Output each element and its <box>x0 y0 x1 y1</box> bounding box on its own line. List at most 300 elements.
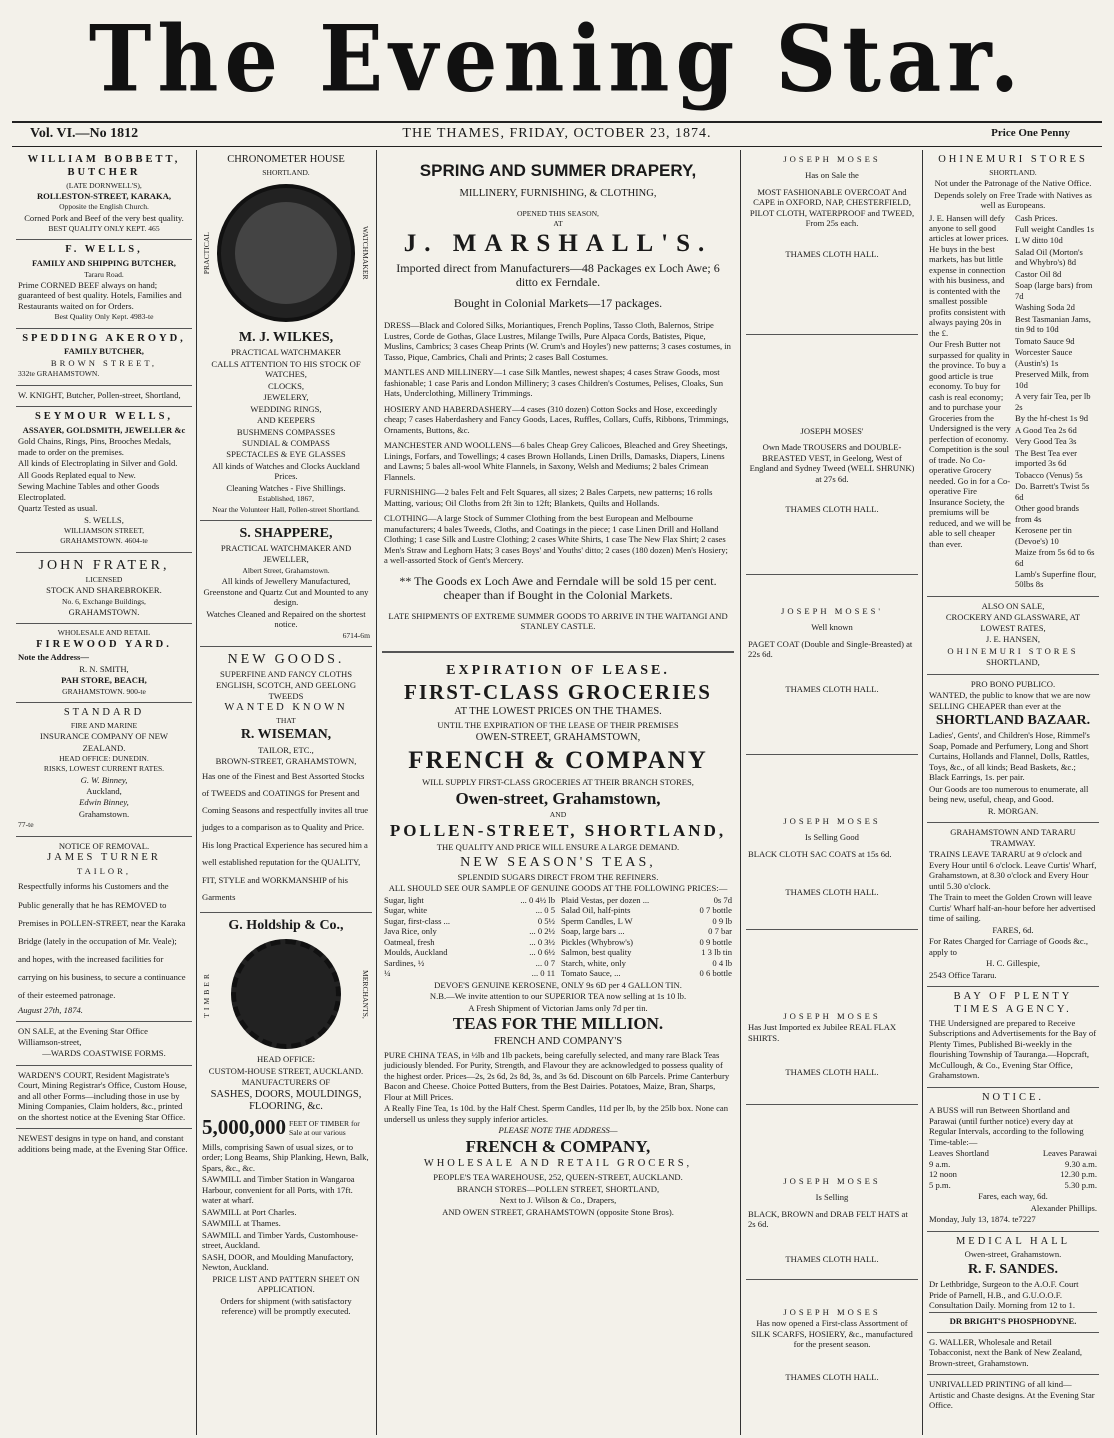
clock-illustration <box>217 184 355 322</box>
ad-line: THE QUALITY AND PRICE WILL ENSURE A LARGE DEMAND. <box>436 842 680 853</box>
ad-line: SUPERFINE AND FANCY CLOTHS <box>219 668 353 679</box>
column-3 <box>382 150 734 1435</box>
ad-line: Has on Sale the <box>805 170 859 181</box>
ad-body: BLACK CLOTH SAC COATS at 15s 6d. <box>748 848 892 859</box>
ad-line: Best Quality Only Kept. 4983-te <box>54 312 154 322</box>
cash-price-item: Other good brands from 4s <box>1015 503 1079 524</box>
ad-wiseman <box>200 647 372 913</box>
ad-line: Well known <box>811 622 853 633</box>
ad-moses-scarfs <box>746 1280 918 1388</box>
cash-price-item: Best Tasmanian Jams, tin 9d to 10d <box>1015 313 1091 335</box>
ad-line: R. MORGAN. <box>987 805 1039 816</box>
ad-line: BROWN STREET, <box>50 357 158 368</box>
price-list <box>384 895 732 979</box>
ad-body: SAWMILL at Thames. <box>202 1218 281 1229</box>
price-row-cell: Tomato Sauce, ... <box>561 968 621 979</box>
ad-line: SHORTLAND. <box>262 167 310 177</box>
ad-heading: JOSEPH MOSES <box>783 1176 881 1186</box>
ad-forms <box>16 1022 192 1065</box>
ad-line: Near the Volunteer Hall, Pollen-street Shortland. <box>212 504 360 514</box>
timetable-row <box>929 1169 1097 1179</box>
ad-line: Established, 1867, <box>258 494 314 504</box>
price-row-cell: 1 3 lb tin <box>701 947 732 958</box>
ad-body: Our Goods are too numerous to enumerate, all being new, useful, cheap, and Good. <box>929 783 1089 805</box>
price-row-cell: 0 9 lb <box>712 915 732 926</box>
column-divider <box>740 150 741 1435</box>
issue-date: THE THAMES, FRIDAY, OCTOBER 23, 1874. <box>402 126 712 141</box>
ad-line: Is Selling <box>815 1192 849 1203</box>
ad-line: FRENCH AND COMPANY'S <box>493 1035 623 1047</box>
ad-line: 77-te <box>18 820 34 830</box>
ad-line: —WARDS COASTWISE FORMS. <box>42 1048 166 1059</box>
price-row-cell: Soap, large bars ... <box>561 926 625 937</box>
price-row-cell: Sugar, first-class ... <box>384 915 451 926</box>
ad-line: LATE SHIPMENTS OF EXTREME SUMMER GOODS TO ARRIVE IN THE WAITANGI AND STANLEY CASTLE. <box>388 610 728 632</box>
ad-line: DEVOE'S GENUINE KEROSENE, ONLY 9s 6D per 4 GALLON TIN. <box>434 979 682 990</box>
ad-medical-hall <box>927 1232 1099 1333</box>
price-row <box>384 958 555 968</box>
ad-french-company <box>382 652 734 1223</box>
ad-heading: NOTICE OF REMOVAL. <box>58 840 150 851</box>
ad-body: Ladies', Gents', and Children's Hose, Rimmel's Soap, Pomade and Perfumery, Long and Short Curtains, Hollands and Flannel, Dolls, Rattles, Toys, &c., of all kinds; Bead Baskets, &c.; Black Earrings, 1s. per pair. <box>929 730 1090 783</box>
price-row <box>384 916 555 926</box>
ad-line: THAMES CLOTH HALL. <box>785 887 879 898</box>
ad-body: Has now opened a First-class Assortment of SILK SCARFS, HOSIERY, &c., manufactured for the present season. <box>751 1318 913 1350</box>
ad-heading: SEYMOUR WELLS, <box>34 411 174 423</box>
price-row <box>561 968 732 978</box>
ad-line: Depends solely on Free Trade with Natives as well as Europeans. <box>934 189 1092 211</box>
ad-body: NEWEST designs in type on hand, and constant additions being made, at the Evening Star Office. <box>18 1133 188 1154</box>
ad-line: N.B.—We invite attention to our SUPERIOR TEA now selling at 1s 10 lb. <box>429 991 687 1002</box>
ad-body: A Really Fine Tea, 1s 10d. by the Half Chest. Sperm Candles, 11d per lb, by the 25lb box. None can undersell us unless they supply inferior articles. <box>384 1103 729 1124</box>
ad-line: OWEN-STREET, GRAHAMSTOWN, <box>475 731 641 743</box>
price-row <box>384 937 555 947</box>
ad-line: CALLS ATTENTION TO HIS STOCK OF WATCHES, <box>211 358 361 380</box>
ad-line: CROCKERY AND GLASSWARE, AT LOWEST RATES, <box>945 612 1081 633</box>
ad-body: Has one of the Finest and Best Assorted Stocks of TWEEDS and COATINGS for Present and Coming Seasons and respectfully invites all true judges to a comparison as to Quality and Price. <box>202 770 369 833</box>
ad-line: A Fresh Shipment of Victorian Jams only 7d per tin. <box>468 1002 648 1013</box>
column-1 <box>16 150 192 1435</box>
ad-body: SAWMILL and Timber Station in Wangaroa Harbour, convenient for all Ports, with 17ft. water at wharf. <box>202 1174 355 1206</box>
ad-buss <box>927 1088 1099 1232</box>
ad-body: SAWMILL and Timber Yards, Customhouse-street, Auckland. <box>202 1229 359 1251</box>
cash-price-item: Tomato Sauce 9d <box>1015 335 1075 346</box>
timetable-row-cell: 12.30 p.m. <box>1060 1169 1097 1180</box>
dateline-rule <box>12 146 1102 147</box>
ad-body: All kinds of Electroplating in Silver and Gold. <box>18 458 178 469</box>
ad-line: WATCHMAKER <box>361 226 370 280</box>
column-4 <box>746 150 918 1435</box>
price-row-cell: Plaid Vestas, per dozen ... <box>561 894 650 905</box>
ad-heading: JAMES TURNER <box>47 852 161 864</box>
ad-line: THAMES CLOTH HALL. <box>785 1067 879 1078</box>
price-row-cell: Sugar, white <box>384 905 428 916</box>
ad-heading: M. J. WILKES, <box>238 330 334 346</box>
price-row-cell: ... 0 4½ lb <box>520 894 555 905</box>
ad-line: Note the Address— <box>18 652 89 663</box>
ad-seymour-wells <box>16 407 192 553</box>
ad-line: Edwin Binney, <box>79 797 129 808</box>
ad-line: No. 6, Exchange Buildings, <box>62 596 146 606</box>
ad-line: Owen-street, Grahamstown. <box>964 1249 1062 1260</box>
ad-heading: NEW GOODS. <box>227 651 345 667</box>
cash-price-item: The Best Tea ever imported 3s 6d <box>1015 447 1077 469</box>
ad-line: ALSO ON SALE, <box>981 600 1045 611</box>
timetable-row-cell: 12 noon <box>929 1169 957 1180</box>
cash-price-item: L W ditto 10d <box>1015 235 1063 246</box>
ad-holdship <box>200 913 372 1322</box>
ad-body: The Train to meet the Golden Crown will leave Curtis' Wharf half-an-hour before her advertised time of sailing. <box>929 892 1096 924</box>
ad-heading: FRENCH & COMPANY <box>408 746 708 774</box>
ad-body: CLOTHING—A large Stock of Summer Clothing from the best European and Melbourne manufacturers; 4 bales Tweeds, Cloths, and Coatings in the piece; 1 case Linen Drill and Holland Clothing; 1 case Silk and Lustre Clothing; 2 cases White Shirts, 1 case The New Flax Shirt; 2 cases Men's Straw and Leghorn Hats; 3 cases Boys' and Youths' ditto; 2 cases (180 dozen) Men's Hosiery; a well-assorted Stock of Gent's Mercery. <box>384 513 728 566</box>
timetable-row-cell: Leaves Parawai <box>1042 1148 1097 1159</box>
price-row <box>561 926 732 936</box>
ad-line: WILL SUPPLY FIRST-CLASS GROCERIES AT THEIR BRANCH STORES, <box>422 777 694 788</box>
ad-body: Watches Cleaned and Repaired on the shortest notice. <box>206 608 366 630</box>
price-row-cell: 0 6 bottle <box>699 968 732 979</box>
masthead-title: The Evening Star. <box>88 4 1026 112</box>
price-row-cell: 0 7 bar <box>708 926 732 937</box>
ad-line: Auckland, <box>86 786 122 796</box>
ad-body: J. E. Hansen will defy anyone to sell good articles at lower prices. He buys in the best markets, has but little expense in connection with his business, and is contented with the smallest possible profits consistent with always paying 20s in the £. <box>929 212 1009 338</box>
ad-line: ** The Goods ex Loch Awe and Ferndale will be sold 15 per cent. cheaper than if Bought in the Colonial Markets. <box>399 573 717 603</box>
ad-line: CLOCKS, <box>267 380 305 391</box>
ad-line: UNTIL THE EXPIRATION OF THE LEASE OF THEIR PREMISES <box>437 720 679 731</box>
volume-number: Vol. VI.—No 1812 <box>30 126 139 141</box>
ad-line: Bought in Colonial Markets—17 packages. <box>453 295 663 310</box>
ad-line: AND KEEPERS <box>256 415 315 426</box>
column-divider <box>922 150 923 1435</box>
ad-heading: POLLEN-STREET, SHORTLAND, <box>389 820 727 840</box>
ad-line: 2543 Office Tararu. <box>929 969 997 980</box>
ad-body: FURNISHING—2 bales Felt and Felt Squares, all sizes; 2 Bales Carpets, new patterns; 16 rolls Matting, various; Oil Cloths from 2ft 3in to 12ft; Blankets, Quilts and Hollands. <box>384 487 713 508</box>
price-row <box>561 947 732 957</box>
ad-line: INSURANCE COMPANY OF NEW <box>39 731 169 742</box>
price-row <box>384 947 555 957</box>
ad-line: OPENED THIS SEASON, <box>517 208 599 218</box>
ad-heading: FIRST-CLASS GROCERIES <box>404 679 712 704</box>
cash-price-item: Do. Barrett's Twist 5s 6d <box>1015 481 1090 502</box>
top-rule <box>12 121 1102 123</box>
ad-moses-felt-hats <box>746 1105 918 1280</box>
ad-bay-of-plenty <box>927 987 1099 1088</box>
ad-newest <box>16 1129 192 1160</box>
ad-wardens <box>16 1066 192 1129</box>
ad-line: Grahamstown. <box>78 808 130 819</box>
ad-line: H. C. Gillespie, <box>986 958 1040 969</box>
ad-body: UNRIVALLED PRINTING of all kind—Artistic and Chaste designs. At the Evening Star Office. <box>929 1379 1095 1411</box>
ad-line: Tararu Road. <box>84 269 124 279</box>
ad-line: WHOLESALE AND RETAIL <box>57 628 151 638</box>
ad-line: TIMBER <box>202 970 211 1018</box>
cash-price-item: Full weight Candles 1s <box>1015 223 1095 234</box>
column-5 <box>927 150 1099 1435</box>
ad-body: W. KNIGHT, Butcher, Pollen-street, Shortland, <box>18 389 181 400</box>
ad-line: Albert Street, Grahamstown. <box>242 565 330 575</box>
price-row-cell: ... 0 6½ <box>529 947 555 958</box>
price-row-cell: Oatmeal, fresh <box>384 936 435 947</box>
cash-price-item: Cash Prices. <box>1015 212 1058 223</box>
ad-line: THAMES CLOTH HALL. <box>785 1253 879 1264</box>
price-row <box>561 905 732 915</box>
ad-line: THAMES CLOTH HALL. <box>785 504 879 515</box>
price-row-cell: Starch, white, only <box>561 957 626 968</box>
ad-line: JEWELERY, <box>263 392 309 403</box>
price-row-cell: ... 0 7 <box>535 957 555 968</box>
ad-heading: JOSEPH MOSES <box>783 154 881 164</box>
ad-body: ON SALE, at the Evening Star Office Williamson-street, <box>18 1026 148 1047</box>
ad-body: Prime CORNED BEEF always on hand; guaranteed of best quality. Hotels, Families and Restaurants waited on for Orders. <box>18 279 182 311</box>
ad-line: Fares, each way, 6d. <box>978 1191 1048 1202</box>
ad-line: AND <box>549 810 567 820</box>
price-row-cell: Salmon, best quality <box>561 947 632 958</box>
ad-printing <box>927 1375 1099 1416</box>
ad-line: ROLLESTON-STREET, KARAKA, <box>36 190 172 201</box>
ad-line: Alexander Phillips. <box>1030 1202 1097 1213</box>
timetable-row-cell: 5.30 p.m. <box>1064 1179 1097 1190</box>
ad-line: THAMES CLOTH HALL. <box>785 248 879 259</box>
price-row-cell: Sugar, light <box>384 894 424 905</box>
ad-line: DR BRIGHT'S PHOSPHODYNE. <box>929 1312 1097 1326</box>
ad-body: WANTED, the public to know that we are now SELLING CHEAPER than ever at the <box>929 690 1091 711</box>
ad-body: Respectfully informs his Customers and the Public generally that he has REMOVED to Premises in POLLEN-STREET, near the Karaka Bridge (lately in the occupation of Mr. Veale); and hopes, with the increased facilities for carrying on his business, to secure a continuance of their esteemed patronage. <box>18 881 186 1000</box>
ad-crockery <box>927 597 1099 675</box>
ad-line: BUSHMENS COMPASSES <box>236 426 336 437</box>
ad-line: WILLIAMSON STREET, <box>63 526 144 536</box>
price-row-cell: Sperm Candles, L W <box>561 915 633 926</box>
ad-heading: GRAHAMSTOWN AND TARARU TRAMWAY. <box>950 827 1076 848</box>
ad-line: SHORTLAND, <box>986 657 1040 668</box>
cash-price-item: Very Good Tea 3s <box>1015 436 1077 447</box>
ad-line: Not under the Patronage of the Native Office. <box>934 178 1092 189</box>
bus-timetable <box>929 1148 1097 1190</box>
ad-line: THAT <box>276 716 296 726</box>
ad-heading: JOSEPH MOSES' <box>781 606 883 616</box>
ad-moses-sac-coats <box>746 755 918 930</box>
ad-moses-paget-coat <box>746 575 918 755</box>
ad-line: FEET OF TIMBER for Sale at our various <box>289 1118 360 1137</box>
timber-quantity: 5,000,000 <box>202 1115 286 1140</box>
timetable-row <box>929 1180 1097 1190</box>
ad-heading: OHINEMURI STORES <box>938 154 1088 165</box>
ad-body: Our Fresh Butter not surpassed for quality in the province. To buy a good article is true economy. To buy for cash is real economy; and to purchase your Groceries from the Undersigned is the very perfection of economy. Competition is the soul of trade. No Co-operative Grocery needed. Go in for a Co-operative Fire Insurance Society, the premiums will be reduced, and we will be able to sell cheaper than ever. <box>929 339 1011 549</box>
ad-body: MOST FASHIONABLE OVERCOAT And CAPE in OXFORD, NAP, CHESTERFIELD, PILOT CLOTH, WATERPROOF and TWEED, From 25s each. <box>749 186 915 229</box>
cash-price-item: Kerosene per tin (Devoe's) 10 <box>1015 525 1072 546</box>
ad-heading: JOSEPH MOSES <box>783 816 881 826</box>
cash-price-item: A Good Tea 2s 6d <box>1015 424 1077 435</box>
price-row <box>561 895 732 905</box>
price-row-cell: ... 0 3½ <box>529 936 555 947</box>
ad-body: Mills, comprising Sawn of usual sizes, or to order; Long Beams, Ship Planking, Hewn, Balk, Spars, &c., &c. <box>202 1141 369 1173</box>
masthead <box>0 0 1114 118</box>
ad-body: WARDEN'S COURT, Resident Magistrate's Court, Mining Registrar's Office, Custom House, and all other Forms—including those in use by Mining Companies, Claim holders, &c., printed on the shortest notice at the Evening Star Office. <box>18 1069 187 1122</box>
ad-heading: SHORTLAND BAZAAR. <box>935 713 1091 729</box>
ad-spedding <box>16 329 192 386</box>
timetable-row-cell: 9 a.m. <box>929 1158 951 1169</box>
ad-line: Cleaning Watches - Five Shillings. <box>226 482 346 493</box>
ad-line: Corned Pork and Beef of the very best quality. <box>24 212 184 223</box>
cash-price-item: Lamb's Superfine flour, 50lbs 8s <box>1015 569 1097 590</box>
ad-line: Imported direct from Manufacturers—48 Packages ex Loch Awe; 6 ditto ex Ferndale. <box>396 260 720 290</box>
column-divider <box>196 150 197 1435</box>
ad-line: TAILOR, ETC., <box>258 744 314 755</box>
ad-line: PRACTICAL WATCHMAKER AND <box>220 543 352 553</box>
ad-line: MERCHANTS, <box>361 969 370 1019</box>
ad-body: SAWMILL at Port Charles. <box>202 1206 297 1217</box>
ad-heading: MEDICAL HALL <box>955 1235 1071 1247</box>
ad-waller <box>927 1333 1099 1375</box>
ad-heading: G. Holdship & Co., <box>228 918 344 934</box>
cash-price-item: Soap (large bars) from 7d <box>1015 280 1093 301</box>
ad-line: All kinds of Watches and Clocks Auckland Prices. <box>212 460 360 482</box>
ad-line: FAMILY BUTCHER, <box>64 346 144 357</box>
sawblade-illustration <box>231 939 341 1049</box>
price-row-cell: 0 5½ <box>537 915 555 926</box>
ad-body: Has Just Imported ex Jubilee REAL FLAX SHIRTS. <box>748 1022 897 1043</box>
ad-body: A BUSS will run Between Shortland and Parawai (until further notice) every day at Regular Intervals, according to the following Time-table:— <box>929 1105 1084 1147</box>
timetable-row <box>929 1159 1097 1169</box>
timetable-row-cell: 5 p.m. <box>929 1179 951 1190</box>
ad-line: SASHES, DOORS, MOULDINGS, FLOORING, &c. <box>210 1088 362 1113</box>
price-row-cell: 0s 7d <box>713 894 732 905</box>
ad-body: MANCHESTER AND WOOLLENS—6 bales Cheap Grey Calicoes, Bleached and Grey Sheetings, Linings, Forfars, and Towellings; 4 cases Brown Hollands, Linen Drills, Damasks, Diapers, Linens and Lawns; 5 bales all-wool White Flannels, in Saxony, Welsh and Mediums; 2 bales Crimean Flannels. <box>384 440 728 482</box>
ad-line: ZEALAND. <box>82 742 126 753</box>
ad-line: PRACTICAL WATCHMAKER <box>230 347 342 358</box>
column-divider <box>376 150 377 1435</box>
ad-body: HOSIERY AND HABERDASHERY—4 cases (310 dozen) Cotton Socks and Hose, exceedingly cheap; 7 cases Haberdashery and Fancy Goods, Laces, Ruffles, Collars, Cuffs, Ribbons, Trimmings, Ornaments, Buttons, &c. <box>384 403 729 435</box>
ad-line: PAH STORE, BEACH, <box>61 675 147 686</box>
ad-line: Next to J. Wilson & Co., Drapers, <box>499 1195 617 1206</box>
ad-line: SHORTLAND. <box>989 167 1037 177</box>
ad-line: J. E. HANSEN, <box>985 634 1041 645</box>
ad-line: THAMES CLOTH HALL. <box>785 683 879 694</box>
ad-line: HEAD OFFICE: <box>256 1054 315 1065</box>
column-2 <box>200 150 372 1435</box>
ad-line: Opposite the English Church. <box>59 202 149 212</box>
cash-price-item: Worcester Sauce (Austin's) 1s <box>1015 347 1073 368</box>
price-row-cell: Moulds, Auckland <box>384 947 448 958</box>
ad-heading: NOTICE. <box>981 1091 1045 1103</box>
ad-line: (LATE DORNWELL'S), <box>66 180 142 190</box>
ad-tramway <box>927 823 1099 987</box>
ad-heading: STANDARD <box>63 707 145 718</box>
price-row-cell: Sardines, ½ <box>384 957 425 968</box>
ad-body: Orders for shipment (with satisfactory reference) will be promptly executed. <box>220 1295 352 1317</box>
ad-body: G. WALLER, Wholesale and Retail Tobacconist, next the Bank of New Zealand, Brown-street, Grahamstown. <box>929 1336 1083 1368</box>
ad-heading: BAY OF PLENTY TIMES AGENCY. <box>953 991 1073 1015</box>
price-row-cell: ... 0 2½ <box>529 926 555 937</box>
ad-heading: F. WELLS, <box>65 244 143 256</box>
ad-body: THE Undersigned are prepared to Receive Subscriptions and Advertisements for the Bay of Plenty Times, Published Bi-weekly in the flourishing Township of Tauranga.—Hopcraft, McCullough, & Co., Evening Star Office, Grahamstown. <box>929 1017 1097 1081</box>
cash-price-item: A very fair Tea, per lb 2s <box>1015 391 1091 412</box>
ad-body: Own Made TROUSERS and DOUBLE-BREASTED VEST, in Geelong, West of England and Sydney Tweed (WELL SHRUNK) at 27s 6d. <box>749 442 915 484</box>
ad-line: OHINEMURI STORES <box>947 645 1079 656</box>
ad-line: TAILOR, <box>77 865 131 876</box>
ad-line: WHOLESALE AND RETAIL GROCERS, <box>423 1158 693 1170</box>
ad-line: PRO BONO PUBLICO. <box>970 678 1056 689</box>
price-row-cell: Java Rice, only <box>384 926 437 937</box>
ad-heading: FIREWOOD YARD. <box>36 638 172 650</box>
ad-line: R. N. SMITH, <box>79 663 129 674</box>
ad-ohinemuri <box>927 150 1099 597</box>
ad-heading: WILLIAM BOBBETT, BUTCHER <box>27 154 181 178</box>
ad-heading: TEAS FOR THE MILLION. <box>452 1014 664 1034</box>
ad-line: Is Selling Good <box>805 832 859 843</box>
price-row <box>384 926 555 936</box>
price-row <box>561 916 732 926</box>
ad-line: LICENSED <box>85 574 123 584</box>
price-row-cell: ... 0 5 <box>535 905 555 916</box>
ad-heading: S. SHAPPERE, <box>239 525 333 541</box>
ad-shappere <box>200 521 372 647</box>
ad-moses-flax-shirts <box>746 930 918 1105</box>
ad-heading: JOSEPH MOSES' <box>800 426 864 436</box>
ad-line: August 27th, 1874. <box>18 1004 83 1015</box>
ad-line: WEDDING RINGS, <box>250 403 322 414</box>
cash-price-item: Castor Oil 8d <box>1015 268 1062 279</box>
price-row-cell: Salad Oil, half-pints <box>561 905 631 916</box>
ad-line: THAMES CLOTH HALL. <box>785 1371 879 1382</box>
ad-line: BRANCH STORES—POLLEN STREET, SHORTLAND, <box>456 1183 660 1194</box>
ad-line: HEAD OFFICE: DUNEDIN. <box>59 754 149 764</box>
ad-line: PRICE LIST AND PATTERN SHEET ON APPLICATION. <box>212 1273 360 1295</box>
cash-price-list <box>1015 212 1097 591</box>
ad-heading: FRENCH & COMPANY, <box>465 1136 651 1156</box>
ad-line: FAMILY AND SHIPPING BUTCHER, <box>32 258 176 269</box>
ad-line: MANUFACTURERS OF <box>241 1077 331 1088</box>
ad-line: SUNDIAL & COMPASS <box>242 438 330 448</box>
cash-price-item: Salad Oil (Morton's and Whybro's) 8d <box>1015 246 1083 268</box>
ad-line: FARES, 6d. <box>992 924 1034 935</box>
ad-line: 6714-6m <box>342 630 370 640</box>
ad-chronometer-house <box>200 150 372 521</box>
cash-price-item: Maize from 5s 6d to 6s 6d <box>1015 547 1095 568</box>
ad-line: SPLENDID SUGARS DIRECT FROM THE REFINERS. <box>457 871 659 882</box>
ad-line: CUSTOM-HOUSE STREET, AUCKLAND. <box>208 1065 364 1076</box>
ad-line: PRACTICAL <box>202 231 211 275</box>
ad-shortland-bazaar <box>927 675 1099 823</box>
ad-line: RISKS, LOWEST CURRENT RATES. <box>43 764 165 774</box>
ad-marshall <box>382 150 734 652</box>
ad-line: PLEASE NOTE THE ADDRESS— <box>498 1125 618 1136</box>
ad-heading: JOSEPH MOSES <box>783 1307 881 1317</box>
ad-line: 332te GRAHAMSTOWN. <box>18 369 100 379</box>
ad-body: SASH, DOOR, and Moulding Manufactory, Newton, Auckland. <box>202 1251 354 1273</box>
ad-heading: JOHN FRATER, <box>38 557 170 573</box>
ad-heading: NEW SEASON'S TEAS, <box>460 854 656 870</box>
ad-body: For Rates Charged for Carriage of Goods &c., apply to <box>929 936 1089 957</box>
ad-moses-trousers <box>746 335 918 575</box>
ad-line: FIRE AND MARINE <box>70 720 138 730</box>
ad-bobbett <box>16 150 192 240</box>
ad-line: G. W. Binney, <box>80 774 128 785</box>
ad-heading: JOSEPH MOSES <box>783 1011 881 1021</box>
ad-firewood <box>16 624 192 703</box>
ad-body: Quartz Tested as usual. <box>18 503 98 514</box>
ad-body: BLACK, BROWN and DRAB FELT HATS at 2s 6d. <box>748 1208 908 1230</box>
ad-moses-overcoat <box>746 150 918 335</box>
ad-body: MANTLES AND MILLINERY—1 case Silk Mantles, newest shapes; 4 cases Straw Goods, most fashionable; 1 case Paris and London Millinery; 3 cases Children's Costumes, Pelises, Cloaks, Sun Hats, Underclothing, Millinery Trimmings. <box>384 367 724 399</box>
ad-line: ENGLISH, SCOTCH, AND GEELONG TWEEDS <box>215 680 357 701</box>
timetable-row <box>929 1148 1097 1158</box>
ad-frater <box>16 553 192 625</box>
ad-line: S. WELLS, <box>84 514 124 525</box>
timetable-row-cell: Leaves Shortland <box>929 1148 989 1159</box>
ad-heading: WANTED KNOWN <box>224 702 348 714</box>
ad-body: PURE CHINA TEAS, in ½lb and 1lb packets, being carefully selected, and many rare Black Teas judiciously blended. For Purity, Strength, and Flavour they are acknowledged to possess quality of the highest order. Prices—2s, 2s 6d, 2s 8d, 3s, and 3s 6d. Discount on 6lb Parcels. Prime Canterbury Bacon and Cheese. Choice Potted Butters, from the Best Dairies. Potatoes, Maize, Bran, Sharps, Flour at Mill Prices. <box>384 1049 730 1102</box>
price-row <box>561 958 732 968</box>
ad-line: PEOPLE'S TEA WAREHOUSE, 252, QUEEN-STREET, AUCKLAND. <box>433 1172 683 1183</box>
